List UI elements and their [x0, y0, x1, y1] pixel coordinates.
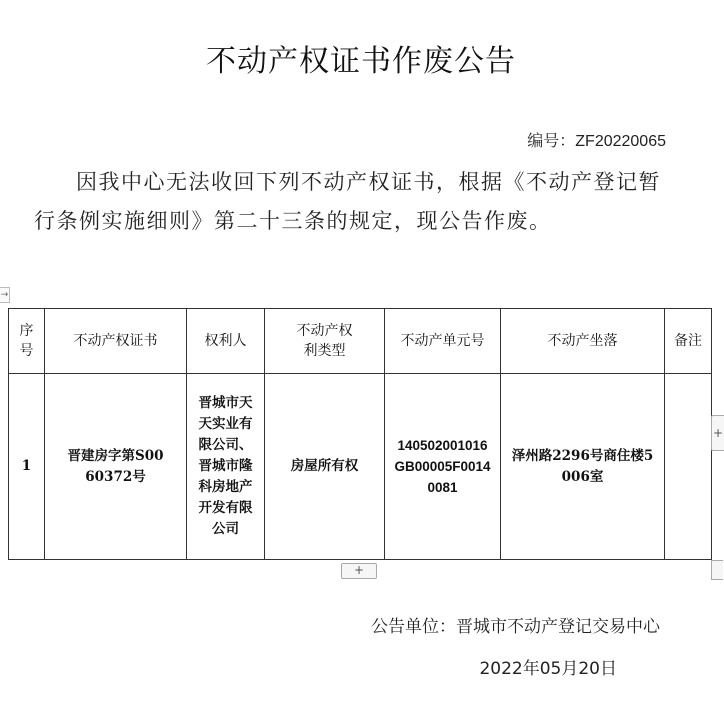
add-column-icon[interactable]: +: [711, 415, 724, 451]
add-row-icon[interactable]: +: [341, 563, 377, 579]
cell-right-type: 房屋所有权: [265, 374, 385, 560]
table-row: [9, 374, 712, 560]
notice-title: 不动产权证书作废公告: [206, 44, 516, 79]
header-cert: 不动产权证书: [45, 309, 187, 374]
header-location: 不动产坐落: [501, 309, 665, 374]
table-move-handle-icon[interactable]: →: [0, 287, 10, 303]
issue-date: 2022年05月20日: [479, 659, 617, 679]
table-header-row: [9, 309, 712, 374]
table-resize-handle[interactable]: [711, 560, 723, 580]
serial-number: [527, 128, 666, 151]
header-remark: 备注: [665, 309, 712, 374]
header-unit-no: 不动产单元号: [385, 309, 501, 374]
cell-holder: 晋城市天天实业有限公司、晋城市隆科房地产开发有限公司: [187, 374, 265, 560]
issuer: 公告单位：晋城市不动产登记交易中心: [371, 617, 660, 637]
cell-cert: 晋建房字第S0060372号: [45, 374, 187, 560]
serial-label: 编号：: [527, 131, 576, 150]
header-right-type: 不动产权利类型: [265, 309, 385, 374]
certificate-table: [8, 308, 712, 560]
cell-location: 泽州路2296号商住楼5006室: [501, 374, 665, 560]
header-seq: 序号: [9, 309, 45, 374]
cell-remark: [665, 374, 712, 560]
header-holder: 权利人: [187, 309, 265, 374]
cell-unit-no: 140502001016GB00005F00140081: [385, 374, 501, 560]
serial-value: ZF20220065: [575, 133, 666, 150]
notice-body: 因我中心无法收回下列不动产权证书，根据《不动产登记暂行条例实施细则》第二十三条的规定，现公告作废。: [34, 170, 661, 233]
cell-seq: 1: [9, 374, 45, 560]
